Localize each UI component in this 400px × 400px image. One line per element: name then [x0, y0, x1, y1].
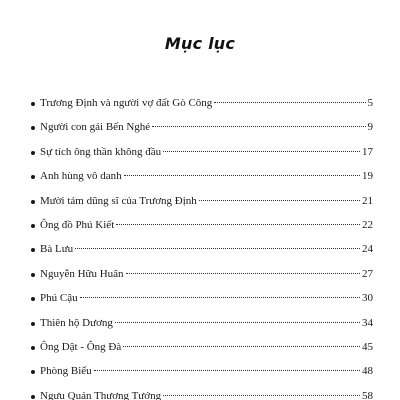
toc-entry-row: [40, 291, 373, 306]
toc-entry-title: Nguyễn Hữu Huân: [40, 267, 124, 280]
toc-entry-row: [40, 316, 373, 331]
bullet-icon: [31, 151, 35, 155]
toc-entry-row: [40, 145, 373, 160]
dot-leader: [115, 322, 360, 323]
dot-leader: [124, 175, 360, 176]
toc-entry-title: Ông đồ Phú Kiết: [40, 218, 115, 231]
toc-entry: [0, 340, 400, 364]
toc-entry-page: 34: [362, 316, 373, 329]
toc-entry-page: 27: [362, 267, 373, 280]
toc-entry-page: 19: [362, 170, 373, 183]
dot-leader: [75, 248, 360, 249]
toc-entry: [0, 267, 400, 291]
bullet-icon: [31, 102, 35, 106]
toc-entry-title: Phòng Biểu: [40, 365, 92, 378]
toc-entry-row: [40, 267, 373, 282]
dot-leader: [163, 151, 360, 152]
toc-entry-page: 17: [362, 145, 373, 158]
bullet-icon: [31, 200, 35, 204]
toc-entry-page: 48: [362, 365, 373, 378]
toc-entry-page: 30: [362, 292, 373, 305]
toc-entry: [0, 364, 400, 388]
dot-leader: [116, 224, 360, 225]
toc-entry-page: 45: [362, 340, 373, 353]
bullet-icon: [31, 175, 35, 179]
toc-entry-title: Bà Lưu: [40, 243, 74, 256]
toc-entry-page: 21: [362, 194, 373, 207]
page-title: Mục lục: [164, 34, 236, 53]
toc-entry: [0, 145, 400, 169]
bullet-icon: [31, 297, 35, 301]
toc-entry-page: 5: [367, 97, 373, 109]
bullet-icon: [31, 346, 35, 350]
bullet-icon: [31, 224, 35, 228]
toc-entry: [0, 169, 400, 193]
toc-entry: [0, 291, 400, 315]
dot-leader: [80, 297, 360, 298]
bullet-icon: [31, 322, 35, 326]
dot-leader: [214, 102, 365, 103]
toc-entry-row: [40, 96, 373, 111]
bullet-icon: [31, 248, 35, 252]
dot-leader: [199, 200, 360, 201]
toc-entry-row: [40, 242, 373, 257]
toc-entry: [0, 194, 400, 218]
dot-leader: [152, 126, 365, 127]
toc-entry-page: 58: [362, 389, 373, 400]
toc-entry-row: [40, 389, 373, 400]
dot-leader: [163, 395, 360, 396]
toc-entry-title: Ngưu Quản Thương Tướng: [40, 389, 162, 400]
bullet-icon: [31, 395, 35, 399]
toc-entry-page: 9: [367, 121, 373, 134]
toc-entry-title: Sự tích ông thần không đầu: [40, 145, 162, 158]
toc-entry: [0, 242, 400, 266]
toc-entry-title: Anh hùng vô danh: [40, 170, 122, 183]
toc-entry-page: 22: [362, 218, 373, 231]
toc-entry: [0, 218, 400, 242]
toc-entry-title: Mười tám dũng sĩ của Trương Định: [40, 194, 197, 207]
toc-entry-row: [40, 364, 373, 379]
toc-list: [0, 96, 400, 400]
toc-entry: [0, 316, 400, 340]
toc-entry-row: [40, 194, 373, 209]
dot-leader: [94, 370, 360, 371]
toc-entry-title: Người con gái Bến Nghé: [40, 121, 151, 134]
dot-leader: [126, 273, 360, 274]
toc-entry-page: 24: [362, 243, 373, 256]
toc-entry-title: Thiên hộ Dương: [40, 316, 113, 329]
toc-entry: [0, 96, 400, 120]
toc-entry: [0, 120, 400, 144]
toc-entry: [0, 389, 400, 400]
toc-entry-title: Phú Cậu: [40, 292, 78, 305]
toc-entry-title: Ông Dật - Ông Đà: [40, 340, 122, 353]
bullet-icon: [31, 126, 35, 130]
dot-leader: [123, 346, 360, 347]
toc-entry-row: [40, 218, 373, 233]
toc-entry-row: [40, 169, 373, 184]
bullet-icon: [31, 370, 35, 374]
toc-entry-row: [40, 340, 373, 355]
toc-entry-title: Trương Định và người vợ đất Gò Công: [40, 97, 213, 109]
toc-entry-row: [40, 120, 373, 135]
bullet-icon: [31, 273, 35, 277]
